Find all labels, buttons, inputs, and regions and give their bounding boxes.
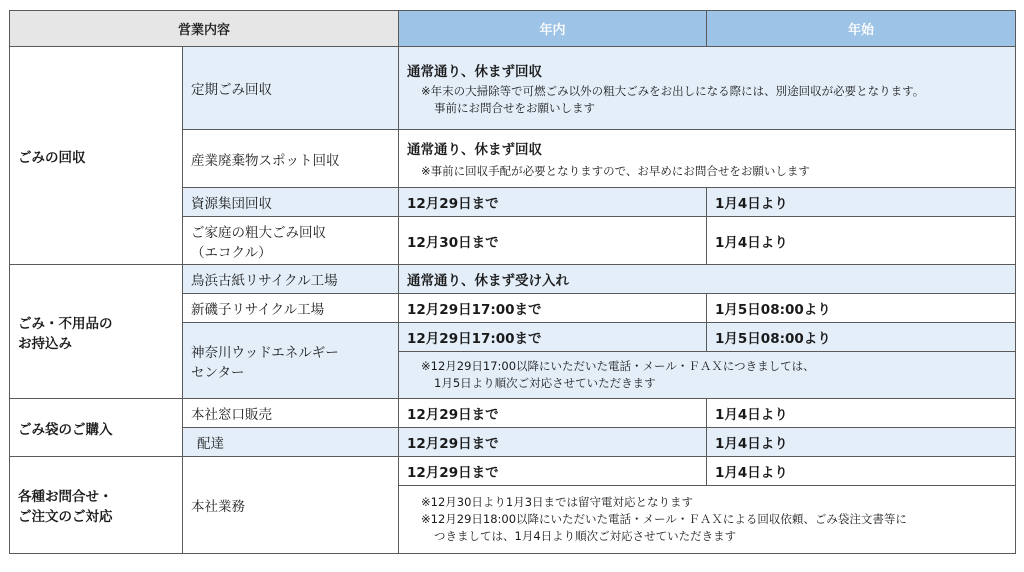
resource-year-end: 12月29日まで (399, 188, 707, 217)
item-shinisogo: 新磯子リサイクル工場 (183, 294, 399, 323)
resource-new-year: 1月4日より (707, 188, 1016, 217)
row-hq (10, 457, 1016, 486)
hq-note (399, 486, 1016, 554)
item-bag-delivery: 配達 (183, 428, 399, 457)
bag-counter-new-year: 1月4日より (707, 399, 1016, 428)
industrial-waste-detail (399, 130, 1016, 188)
kanagawa-label-line1: 神奈川ウッドエネルギー (191, 344, 339, 361)
hq-year-end: 12月29日まで (399, 457, 707, 486)
note-line: ※12月30日より1月3日までは留守電対応となります (421, 495, 694, 509)
dropoff-label-line1: ごみ・不用品の (18, 315, 113, 332)
bulky-label-line2: （エコクル） (191, 244, 272, 261)
shinisogo-year-end: 12月29日17:00まで (399, 294, 707, 323)
regular-collection-status: 通常通り、休まず回収 (407, 63, 543, 80)
row-regular-collection (10, 47, 1016, 130)
item-kanagawa (183, 323, 399, 399)
note-line: ※12月29日18:00以降にいただいた電話・メール・ＦＡＸによる回収依頼、ごみ袋注文書等に (421, 512, 907, 526)
schedule-table-wrapper (9, 10, 1016, 554)
item-hq: 本社業務 (183, 457, 399, 554)
kanagawa-year-end: 12月29日17:00まで (399, 323, 707, 352)
item-bulky-collection (183, 217, 399, 265)
industrial-waste-note: ※事前に回収手配が必要となりますので、お早めにお問合せをお願いします (421, 163, 810, 178)
item-bag-counter: 本社窓口販売 (183, 399, 399, 428)
regular-collection-note (407, 83, 1015, 117)
bulky-new-year: 1月4日より (707, 217, 1016, 265)
category-inquiries (10, 457, 183, 554)
item-resource-collection: 資源集団回収 (183, 188, 399, 217)
inquiries-label-line1: 各種お問合せ・ (18, 489, 113, 505)
kanagawa-label-line2: センター (191, 364, 245, 381)
header-row (10, 11, 1016, 47)
kanagawa-new-year: 1月5日08:00より (707, 323, 1016, 352)
category-dropoff (10, 265, 183, 399)
item-industrial-waste: 産業廃棄物スポット回収 (183, 130, 399, 188)
note-line: つきましては、1月4日より順次ご対応させていただきます (434, 529, 737, 543)
bulky-label-line1: ご家庭の粗大ごみ回収 (191, 224, 326, 241)
note-line: 事前にお問合せをお願いします (434, 100, 596, 115)
category-bags: ごみ袋のご購入 (10, 399, 183, 457)
dropoff-label-line2: お持込み (18, 335, 72, 352)
item-torihama: 鳥浜古紙リサイクル工場 (183, 265, 399, 294)
business-schedule-table (9, 10, 1016, 554)
regular-collection-detail (399, 47, 1016, 130)
header-year-end: 年内 (399, 11, 707, 47)
item-regular-collection: 定期ごみ回収 (183, 47, 399, 130)
category-garbage-collection: ごみの回収 (10, 47, 183, 265)
row-bag-counter (10, 399, 1016, 428)
note-line: 1月5日より順次ご対応させていただきます (434, 376, 656, 390)
bag-counter-year-end: 12月29日まで (399, 399, 707, 428)
inquiries-label-line2: ご注文のご対応 (18, 509, 113, 525)
header-new-year: 年始 (707, 11, 1016, 47)
torihama-status: 通常通り、休まず受け入れ (399, 265, 1016, 294)
note-line: ※12月29日17:00以降にいただいた電話・メール・ＦＡＸにつきましては、 (421, 359, 815, 373)
bag-delivery-year-end: 12月29日まで (399, 428, 707, 457)
row-torihama (10, 265, 1016, 294)
kanagawa-note (399, 352, 1016, 399)
note-line: ※年末の大掃除等で可燃ごみ以外の粗大ごみをお出しになる際には、別途回収が必要となります。 (421, 83, 925, 98)
shinisogo-new-year: 1月5日08:00より (707, 294, 1016, 323)
bag-delivery-new-year: 1月4日より (707, 428, 1016, 457)
hq-new-year: 1月4日より (707, 457, 1016, 486)
bulky-year-end: 12月30日まで (399, 217, 707, 265)
header-content: 営業内容 (10, 11, 399, 47)
industrial-waste-status: 通常通り、休まず回収 (407, 141, 543, 158)
